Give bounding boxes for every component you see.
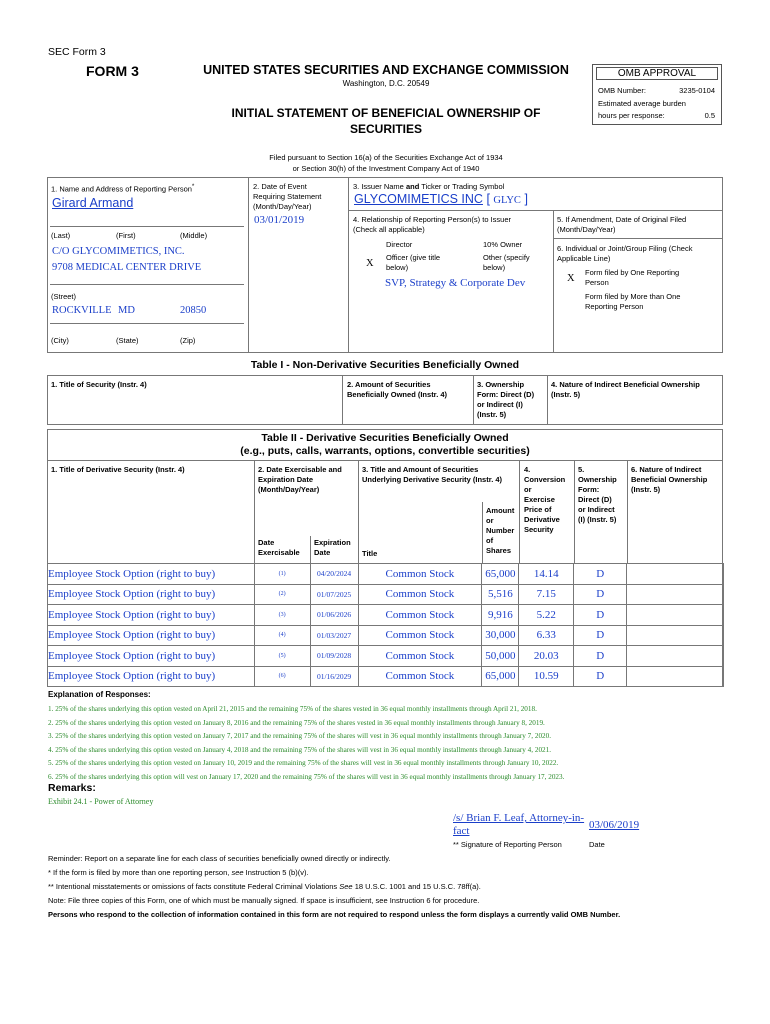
state-label: (State) [116,336,139,345]
date-exercisable-footnote: (3) [254,605,310,626]
remarks-text: Exhibit 24.1 - Power of Attorney [48,797,154,806]
ownership-form: D [574,666,627,687]
ownership-form: D [574,646,627,667]
underlying-amount: 5,516 [482,584,519,605]
officer-title: SVP, Strategy & Corporate Dev [385,277,526,289]
t1-col4: 4. Nature of Indirect Beneficial Ownership (Instr. 5) [551,380,700,399]
table-row [48,605,724,626]
filing-one-person: Form filed by One Reporting Person [585,268,680,287]
issuer-label: 3. Issuer Name and Ticker or Trading Symbol [353,182,505,191]
nature-of-ownership [627,666,724,687]
street-label: (Street) [51,292,77,301]
first-label: (First) [116,231,136,240]
ten-percent-option: 10% Owner [483,240,523,249]
underlying-title: Common Stock [358,605,482,626]
date-exercisable-footnote: (2) [254,584,310,605]
t1-col1: 1. Title of Security (Instr. 4) [51,380,147,389]
t2-date-exercisable: Date Exercisable [258,538,300,557]
derivative-security-title: Employee Stock Option (right to buy) [48,646,255,667]
underlying-amount: 50,000 [482,646,519,667]
city-label: (City) [51,336,69,345]
omb-number-label: OMB Number: [598,86,646,95]
event-date: 03/01/2019 [254,214,305,226]
note-omb: Persons who respond to the collection of information contained in this form are not required to respond unless the form displays a currently valid OMB Number. [48,910,621,919]
underlying-amount: 65,000 [482,666,519,687]
date-exercisable-footnote: (6) [254,666,310,687]
remarks-title: Remarks: [48,782,96,794]
exercise-price: 7.15 [519,584,574,605]
signature-date: 03/06/2019 [589,819,640,831]
omb-burden-label: Estimated average burden [598,99,686,108]
date-exercisable-footnote: (5) [254,646,310,667]
filing-checkmark: X [567,273,575,284]
note-misstatements: ** Intentional misstatements or omissions of facts constitute Federal Criminal Violations See 18 U.S.C. 1001 and 15 U.S.C. 78ff(a). [48,882,481,891]
t2-col5: 5. Ownership Form: Direct (D) or Indirect (I) (Instr. 5) [578,465,617,524]
reporter-city: ROCKVILLE [52,305,112,316]
table1-title: Table I - Non-Derivative Securities Beneficially Owned [250,359,520,371]
explanation-item: 1. 25% of the shares underlying this option vested on April 21, 2015 and the remaining 75% of the shares vested in 36 equal monthly installments through April 21, 2018. [48,705,537,713]
signature-label: ** Signature of Reporting Person [453,840,562,849]
reporter-zip: 20850 [180,305,207,316]
nature-of-ownership [627,625,724,646]
last-label: (Last) [51,231,71,240]
t2-amount-shares: Amount or Number of Shares [486,506,515,555]
explanation-item: 5. 25% of the shares underlying this option vested on January 10, 2019 and the remaining 75% of the shares will vest in 36 equal monthly installments through January 10, 2022. [48,759,559,767]
derivative-security-title: Employee Stock Option (right to buy) [48,584,255,605]
underlying-amount: 65,000 [482,564,519,585]
expiration-date: 01/03/2027 [310,625,358,646]
derivative-security-title: Employee Stock Option (right to buy) [48,666,255,687]
derivative-security-title: Employee Stock Option (right to buy) [48,564,255,585]
expiration-date: 01/16/2029 [310,666,358,687]
underlying-title: Common Stock [358,666,482,687]
ownership-form: D [574,625,627,646]
filing-more-persons: Form filed by More than One Reporting Person [585,292,681,311]
explanation-item: 4. 25% of the shares underlying this option vested on January 4, 2018 and the remaining 75% of the shares will vest in 36 equal monthly installments through January 4, 2021. [48,745,552,754]
ownership-form: D [574,584,627,605]
omb-title: OMB APPROVAL [596,67,718,80]
agency-city: Washington, D.C. 20549 [342,79,430,88]
issuer-name-ticker: GLYCOMIMETICS INC [ GLYC ] [354,192,528,206]
table-row [48,584,724,605]
director-option: Director [386,240,413,249]
expiration-date: 01/06/2026 [310,605,358,626]
derivative-rows [47,563,724,687]
exercise-price: 6.33 [519,625,574,646]
middle-label: (Middle) [180,231,208,240]
derivative-security-title: Employee Stock Option (right to buy) [48,625,255,646]
reporter-label: 1. Name and Address of Reporting Person* [51,183,195,194]
date-label: Date [589,840,605,849]
explanation-item: 6. 25% of the shares underlying this option will vest on January 17, 2020 and the remaining 75% of the shares will vest in 36 equal monthly installments through January 17, 2023. [48,772,565,781]
event-date-label: 2. Date of Event Requiring Statement (Month/Day/Year) [253,182,322,211]
explanation-item: 3. 25% of the shares underlying this option vested on January 7, 2017 and the remaining 75% of the shares will vest in 36 equal monthly installments through January 7, 2020. [48,732,552,740]
table-row [48,666,724,687]
exercise-price: 5.22 [519,605,574,626]
underlying-title: Common Stock [358,584,482,605]
underlying-title: Common Stock [358,564,482,585]
expiration-date: 01/07/2025 [310,584,358,605]
underlying-amount: 30,000 [482,625,519,646]
expiration-date: 01/09/2028 [310,646,358,667]
expiration-date: 04/20/2024 [310,564,358,585]
omb-approval-box [592,64,722,125]
ownership-form: D [574,605,627,626]
relationship-label: 4. Relationship of Reporting Person(s) to Issuer (Check all applicable) [353,215,511,234]
amendment-label: 5. If Amendment, Date of Original Filed (Month/Day/Year) [557,215,687,234]
t1-col2: 2. Amount of Securities Beneficially Owned (Instr. 4) [347,380,448,399]
explanation-list [48,703,723,784]
t2-expiration: Expiration Date [314,538,351,557]
omb-hours: 0.5 [704,111,715,120]
omb-number: 3235-0104 [679,86,715,95]
signature: /s/ Brian F. Leaf, Attorney-in- fact [453,812,585,837]
t2-col4: 4. Conversion or Exercise Price of Derivative Security [524,465,566,534]
reporter-name[interactable]: Girard Armand [52,196,134,210]
t2-col3: 3. Title and Amount of Securities Underlying Derivative Security (Instr. 4) [362,465,503,484]
note-multiple-persons: * If the form is filed by more than one reporting person, see Instruction 5 (b)(v). [48,868,309,877]
filed-pursuant: Filed pursuant to Section 16(a) of the Securities Exchange Act of 1934 or Section 30(h) of the Investment Company Act of 1940 [269,153,503,173]
sec-form-label: SEC Form 3 [48,46,106,58]
issuer-name[interactable]: GLYCOMIMETICS INC [354,192,483,206]
address-line1: C/O GLYCOMIMETICS, INC. [52,246,185,257]
t1-col3: 3. Ownership Form: Direct (D) or Indirect (I) (Instr. 5) [477,380,535,419]
nature-of-ownership [627,584,724,605]
issuer-ticker: GLYC [493,195,521,206]
t2-col6: 6. Nature of Indirect Beneficial Ownership (Instr. 5) [631,465,708,494]
derivative-security-title: Employee Stock Option (right to buy) [48,605,255,626]
date-exercisable-footnote: (4) [254,625,310,646]
statement-title: INITIAL STATEMENT OF BENEFICIAL OWNERSHIP OF SECURITIES [231,106,541,136]
exercise-price: 14.14 [519,564,574,585]
filing-label: 6. Individual or Joint/Group Filing (Check Applicable Line) [557,244,693,263]
officer-checkmark: X [366,258,374,269]
t2-col1: 1. Title of Derivative Security (Instr. 4) [51,465,185,474]
officer-option: Officer (give title below) [386,253,441,272]
note-copies: Note: File three copies of this Form, one of which must be manually signed. If space is insufficient, see Instruction 6 for procedure. [48,896,480,905]
table-row [48,625,724,646]
t2-col2: 2. Date Exercisable and Expiration Date (Month/Day/Year) [258,465,342,494]
agency-title: UNITED STATES SECURITIES AND EXCHANGE COMMISSION [203,63,569,77]
underlying-amount: 9,916 [482,605,519,626]
ownership-form: D [574,564,627,585]
nature-of-ownership [627,564,724,585]
omb-hours-label: hours per response: [598,111,665,120]
explanation-title: Explanation of Responses: [48,690,151,699]
reporter-state: MD [118,305,135,316]
date-exercisable-footnote: (1) [254,564,310,585]
table-row [48,564,724,585]
exercise-price: 10.59 [519,666,574,687]
nature-of-ownership [627,605,724,626]
t2-sub-title: Title [362,549,378,558]
form-number: FORM 3 [86,63,139,79]
other-option: Other (specify below) [483,253,530,272]
underlying-title: Common Stock [358,625,482,646]
reminder: Reminder: Report on a separate line for each class of securities beneficially owned directly or indirectly. [48,854,391,863]
address-line2: 9708 MEDICAL CENTER DRIVE [52,262,202,273]
explanation-item: 2. 25% of the shares underlying this option vested on January 8, 2016 and the remaining 75% of the shares vested in 36 equal monthly installments through January 8, 2019. [48,718,545,727]
exercise-price: 20.03 [519,646,574,667]
zip-label: (Zip) [180,336,196,345]
table2-title: Table II - Derivative Securities Beneficially Owned (e.g., puts, calls, warrants, options, convertible securities) [240,432,530,457]
underlying-title: Common Stock [358,646,482,667]
nature-of-ownership [627,646,724,667]
table-row [48,646,724,667]
